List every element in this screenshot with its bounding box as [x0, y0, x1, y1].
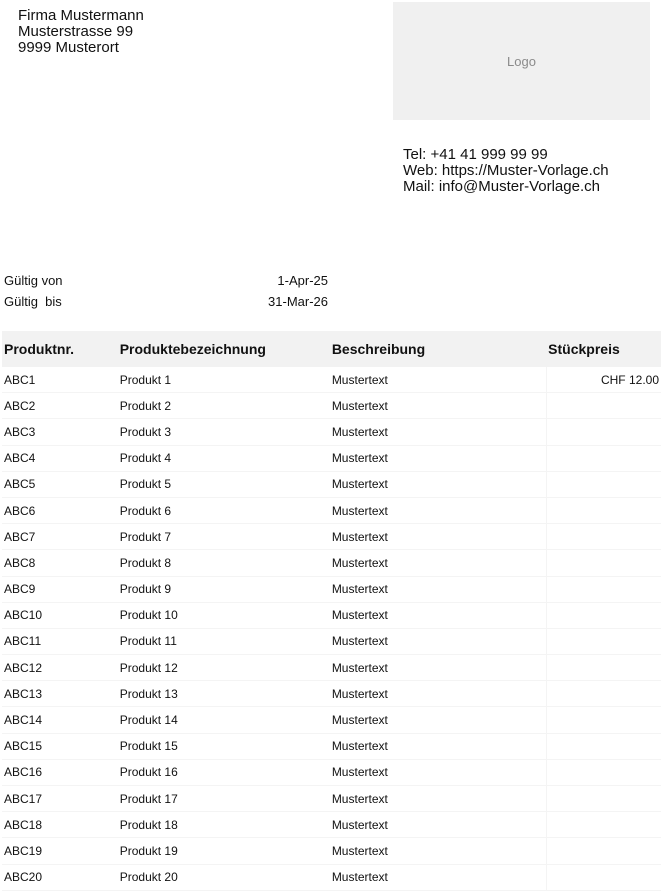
product-name-cell: Produkt 13: [118, 681, 330, 707]
table-row: [2, 707, 661, 733]
description-cell: Mustertext: [330, 838, 546, 864]
unit-price-cell: [546, 550, 661, 576]
description-cell: Mustertext: [330, 445, 546, 471]
valid-from-row: [4, 270, 328, 291]
description-cell: Mustertext: [330, 864, 546, 890]
product-number-cell: ABC7: [2, 524, 118, 550]
unit-price-cell: CHF 12.00: [546, 367, 661, 393]
header-description: Beschreibung: [330, 331, 546, 367]
table-row: [2, 524, 661, 550]
unit-price-cell: [546, 628, 661, 654]
table-row: [2, 655, 661, 681]
product-name-cell: Produkt 19: [118, 838, 330, 864]
contact-web: Web: https://Muster-Vorlage.ch: [403, 162, 609, 179]
product-number-cell: ABC10: [2, 602, 118, 628]
product-name-cell: Produkt 18: [118, 812, 330, 838]
product-number-cell: ABC2: [2, 393, 118, 419]
product-number-cell: ABC20: [2, 864, 118, 890]
table-row: [2, 445, 661, 471]
product-name-cell: Produkt 6: [118, 497, 330, 523]
description-cell: Mustertext: [330, 367, 546, 393]
description-cell: Mustertext: [330, 707, 546, 733]
table-row: [2, 497, 661, 523]
contact-tel: Tel: +41 41 999 99 99: [403, 146, 548, 163]
product-name-cell: Produkt 7: [118, 524, 330, 550]
description-cell: Mustertext: [330, 497, 546, 523]
unit-price-cell: [546, 864, 661, 890]
description-cell: Mustertext: [330, 471, 546, 497]
product-number-cell: ABC8: [2, 550, 118, 576]
description-cell: Mustertext: [330, 550, 546, 576]
unit-price-cell: [546, 445, 661, 471]
table-row: [2, 864, 661, 890]
company-city: 9999 Musterort: [18, 39, 119, 56]
product-name-cell: Produkt 15: [118, 733, 330, 759]
product-name-cell: Produkt 9: [118, 576, 330, 602]
unit-price-cell: [546, 602, 661, 628]
table-header-row: [2, 331, 661, 367]
valid-from-label: Gültig von: [4, 273, 63, 288]
table-row: [2, 681, 661, 707]
table-row: [2, 576, 661, 602]
product-number-cell: ABC15: [2, 733, 118, 759]
product-number-cell: ABC4: [2, 445, 118, 471]
unit-price-cell: [546, 838, 661, 864]
unit-price-cell: [546, 707, 661, 733]
contact-mail: Mail: info@Muster-Vorlage.ch: [403, 178, 600, 195]
table-row: [2, 786, 661, 812]
product-number-cell: ABC16: [2, 759, 118, 785]
table-row: [2, 602, 661, 628]
product-number-cell: ABC6: [2, 497, 118, 523]
table-row: [2, 419, 661, 445]
valid-to-row: [4, 291, 328, 312]
valid-to-label: Gültig bis: [4, 294, 62, 309]
product-number-cell: ABC19: [2, 838, 118, 864]
unit-price-cell: [546, 733, 661, 759]
product-name-cell: Produkt 12: [118, 655, 330, 681]
table-row: [2, 838, 661, 864]
product-name-cell: Produkt 10: [118, 602, 330, 628]
unit-price-cell: [546, 681, 661, 707]
logo-label: Logo: [507, 53, 536, 69]
header-unit-price: Stückpreis: [546, 331, 661, 367]
product-name-cell: Produkt 8: [118, 550, 330, 576]
description-cell: Mustertext: [330, 681, 546, 707]
description-cell: Mustertext: [330, 419, 546, 445]
product-number-cell: ABC13: [2, 681, 118, 707]
unit-price-cell: [546, 419, 661, 445]
valid-to-value: 31-Mar-26: [268, 294, 328, 309]
product-number-cell: ABC3: [2, 419, 118, 445]
product-number-cell: ABC5: [2, 471, 118, 497]
unit-price-cell: [546, 393, 661, 419]
product-number-cell: ABC17: [2, 786, 118, 812]
table-row: [2, 393, 661, 419]
product-name-cell: Produkt 14: [118, 707, 330, 733]
product-name-cell: Produkt 3: [118, 419, 330, 445]
product-name-cell: Produkt 11: [118, 628, 330, 654]
product-name-cell: Produkt 20: [118, 864, 330, 890]
description-cell: Mustertext: [330, 393, 546, 419]
table-row: [2, 550, 661, 576]
product-name-cell: Produkt 4: [118, 445, 330, 471]
table-row: [2, 759, 661, 785]
validity-block: [4, 270, 328, 312]
product-number-cell: ABC1: [2, 367, 118, 393]
unit-price-cell: [546, 471, 661, 497]
company-name: Firma Mustermann: [18, 7, 144, 24]
unit-price-cell: [546, 812, 661, 838]
company-address: [18, 8, 144, 56]
table-row: [2, 471, 661, 497]
company-street: Musterstrasse 99: [18, 23, 134, 40]
product-number-cell: ABC9: [2, 576, 118, 602]
header-product-name: Produktebezeichnung: [118, 331, 330, 367]
unit-price-cell: [546, 524, 661, 550]
description-cell: Mustertext: [330, 628, 546, 654]
product-name-cell: Produkt 1: [118, 367, 330, 393]
product-name-cell: Produkt 17: [118, 786, 330, 812]
product-name-cell: Produkt 16: [118, 759, 330, 785]
unit-price-cell: [546, 759, 661, 785]
header-product-number: Produktnr.: [2, 331, 118, 367]
product-number-cell: ABC11: [2, 628, 118, 654]
description-cell: Mustertext: [330, 602, 546, 628]
unit-price-cell: [546, 786, 661, 812]
table-row: [2, 812, 661, 838]
description-cell: Mustertext: [330, 812, 546, 838]
description-cell: Mustertext: [330, 576, 546, 602]
product-number-cell: ABC18: [2, 812, 118, 838]
logo-placeholder: [393, 2, 650, 120]
unit-price-cell: [546, 497, 661, 523]
table-row: [2, 628, 661, 654]
description-cell: Mustertext: [330, 786, 546, 812]
price-list-table: [2, 331, 661, 891]
table-row: [2, 733, 661, 759]
description-cell: Mustertext: [330, 655, 546, 681]
product-name-cell: Produkt 2: [118, 393, 330, 419]
description-cell: Mustertext: [330, 524, 546, 550]
description-cell: Mustertext: [330, 759, 546, 785]
contact-info: [403, 147, 609, 195]
product-number-cell: ABC14: [2, 707, 118, 733]
table-row: [2, 367, 661, 393]
product-number-cell: ABC12: [2, 655, 118, 681]
description-cell: Mustertext: [330, 733, 546, 759]
unit-price-cell: [546, 655, 661, 681]
valid-from-value: 1-Apr-25: [277, 273, 328, 288]
unit-price-cell: [546, 576, 661, 602]
product-name-cell: Produkt 5: [118, 471, 330, 497]
